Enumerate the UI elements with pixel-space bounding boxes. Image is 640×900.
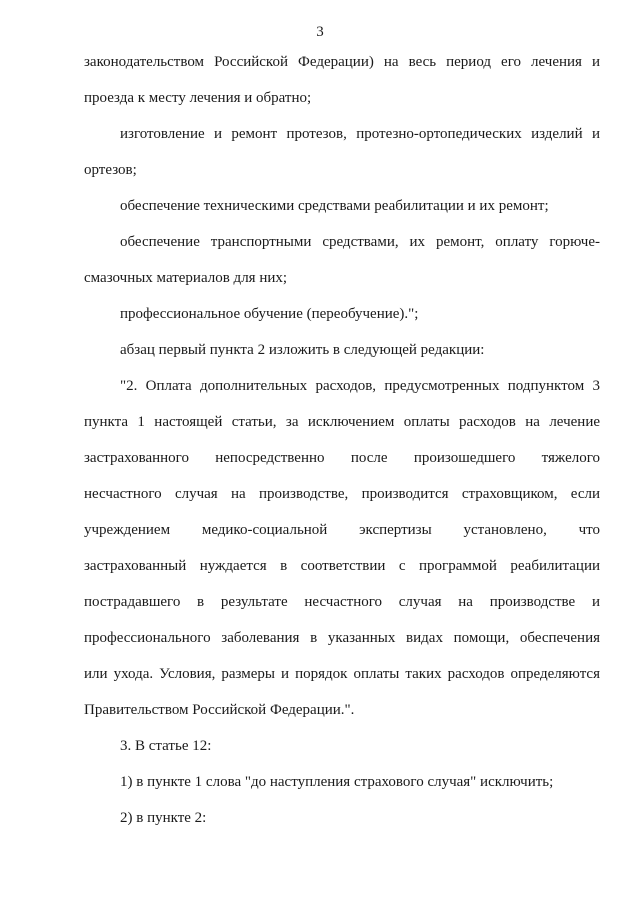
text-line: изготовление и ремонт протезов, протезно-ортопедических изделий и — [120, 126, 600, 142]
page-number: 3 — [316, 24, 324, 40]
text-line: законодательством Российской Федерации) на весь период его лечения и — [84, 54, 600, 70]
text-line: застрахованного непосредственно после произошедшего тяжелого — [84, 450, 600, 466]
text-line: пункта 1 настоящей статьи, за исключением оплаты расходов на лечение — [84, 414, 600, 430]
text-line: профессиональное обучение (переобучение)."; — [120, 306, 419, 322]
text-line: обеспечение транспортными средствами, их ремонт, оплату горюче- — [120, 234, 600, 250]
text-line: несчастного случая на производстве, производится страховщиком, если — [84, 486, 600, 502]
text-line: 2) в пункте 2: — [120, 810, 207, 826]
text-line: "2. Оплата дополнительных расходов, предусмотренных подпунктом 3 — [120, 378, 600, 394]
text-line: пострадавшего в результате несчастного случая на производстве и — [84, 594, 600, 610]
text-line: абзац первый пункта 2 изложить в следующей редакции: — [120, 342, 485, 358]
text-line: проезда к месту лечения и обратно; — [84, 90, 312, 106]
text-line: учреждением медико-социальной экспертизы установлено, что — [84, 522, 600, 538]
text-line: 1) в пункте 1 слова "до наступления страхового случая" исключить; — [120, 774, 554, 790]
text-line: обеспечение техническими средствами реабилитации и их ремонт; — [120, 198, 549, 214]
text-line: или ухода. Условия, размеры и порядок оплаты таких расходов определяются — [84, 666, 600, 682]
text-line: 3. В статье 12: — [120, 738, 212, 754]
text-line: Правительством Российской Федерации.". — [84, 702, 355, 718]
text-line: ортезов; — [84, 162, 137, 178]
text-line: застрахованный нуждается в соответствии с программой реабилитации — [84, 558, 600, 574]
text-line: профессионального заболевания в указанных видах помощи, обеспечения — [84, 630, 600, 646]
text-line: смазочных материалов для них; — [84, 270, 288, 286]
